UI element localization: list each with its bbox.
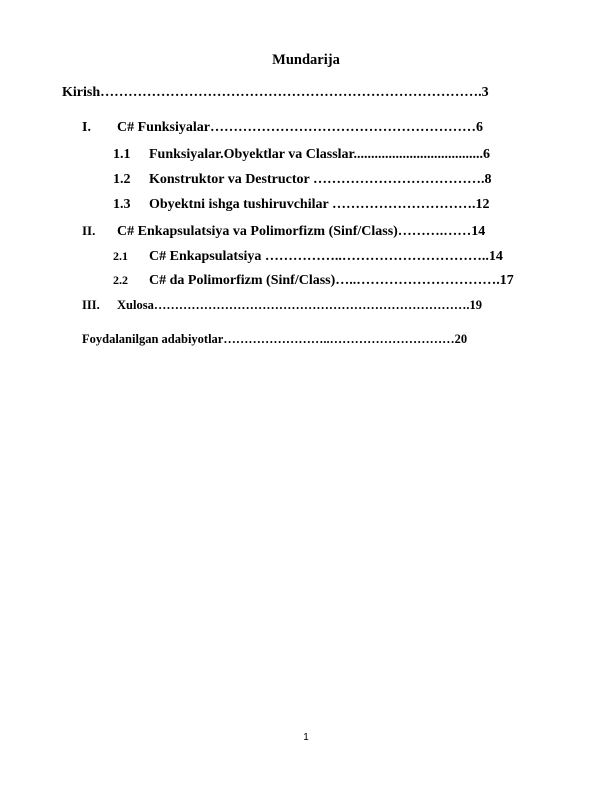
- toc-entry-text: C# Enkapsulatsiya ……………..…………………………..14: [149, 249, 503, 264]
- toc-entry-section-3: [82, 298, 482, 313]
- toc-subsection-number: 1.3: [113, 197, 131, 212]
- toc-subsection-number: 2.2: [113, 273, 128, 287]
- toc-entry-text: C# Enkapsulatsiya va Polimorfizm (Sinf/Class)……….……14: [117, 224, 486, 239]
- toc-entry-text: Obyektni ishga tushiruvchilar ………………………….12: [149, 197, 490, 212]
- toc-section-number: III.: [82, 298, 100, 312]
- toc-subsection-number: 1.2: [113, 172, 131, 187]
- toc-entry-text: Kirish……………………………………………………………………….3: [62, 85, 489, 100]
- page-title: Mundarija: [272, 52, 340, 68]
- toc-section-number: I.: [82, 120, 91, 135]
- toc-entry-1-2: [113, 172, 491, 188]
- toc-entry-text: C# Funksiyalar…………………………………………………6: [117, 120, 483, 135]
- toc-entry-references: [82, 332, 467, 347]
- toc-entry-text: Foydalanilgan adabiyotlar……………………..…………………………20: [82, 332, 468, 346]
- toc-entry-text: Funksiyalar.Obyektlar va Classlar.....................................6: [149, 147, 490, 162]
- toc-entry-text: Xulosa………………………………………………………………….19: [117, 298, 482, 312]
- toc-subsection-number: 2.1: [113, 249, 128, 263]
- toc-entry-section-1: [82, 120, 483, 136]
- toc-entry-2-1: [113, 249, 503, 265]
- toc-entry-text: C# da Polimorfizm (Sinf/Class)…..………………………….17: [149, 273, 514, 288]
- toc-entry-1-3: [113, 197, 489, 213]
- toc-subsection-number: 1.1: [113, 147, 131, 162]
- toc-entry-2-2: [113, 273, 514, 289]
- toc-entry-kirish: [62, 85, 489, 101]
- page-number: 1: [303, 732, 309, 743]
- toc-entry-section-2: [82, 223, 485, 240]
- toc-entry-1-1: [113, 147, 490, 163]
- toc-entry-text: Konstruktor va Destructor ……………………………….8: [149, 172, 492, 187]
- toc-section-number: II.: [82, 223, 96, 238]
